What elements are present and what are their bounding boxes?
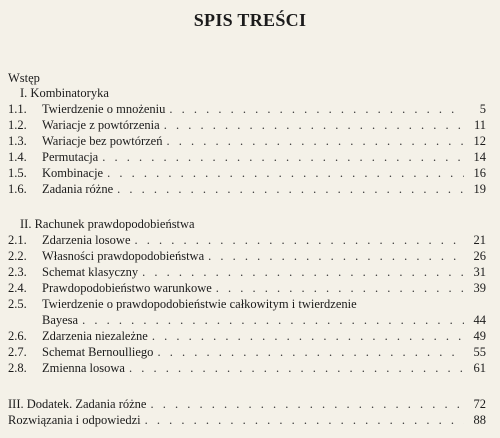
- answers-label: Rozwiązania i odpowiedzi: [8, 413, 141, 427]
- toc-entry: [8, 328, 486, 344]
- entry-page: 39: [473, 281, 486, 295]
- toc-entry: [8, 117, 486, 133]
- entry-label-continued: Bayesa: [42, 313, 79, 327]
- entry-page: 44: [473, 313, 486, 327]
- entry-page: 49: [473, 329, 486, 343]
- entry-label: Schemat klasyczny: [42, 265, 139, 279]
- entry-page: 16: [473, 166, 486, 180]
- entry-page: 61: [473, 361, 486, 375]
- entry-label: Kombinacje: [42, 166, 104, 180]
- toc-entry: [8, 133, 486, 149]
- entry-page: 26: [473, 249, 486, 263]
- toc-entry: [8, 344, 486, 360]
- toc-entry-wrapped-first: [8, 296, 486, 312]
- leader-dots: [145, 412, 464, 428]
- entry-label: Zadania różne: [42, 182, 114, 196]
- entry-label: Permutacja: [42, 150, 99, 164]
- entry-number: 1.1.: [8, 102, 27, 116]
- toc-answers: [8, 412, 486, 428]
- page-title: SPIS TREŚCI: [193, 10, 307, 30]
- section-heading-2: II. Rachunek prawdopodobieństwa: [20, 217, 195, 231]
- entry-number: 1.2.: [8, 118, 27, 132]
- leader-dots: [142, 264, 464, 280]
- entry-label: Zdarzenia niezależne: [42, 329, 148, 343]
- entry-number: 2.4.: [8, 281, 27, 295]
- entry-page: 88: [473, 413, 486, 427]
- entry-number: 2.3.: [8, 265, 27, 279]
- toc-entry: [8, 181, 486, 197]
- entry-label: Zdarzenia losowe: [42, 233, 131, 247]
- entry-page: 55: [473, 345, 486, 359]
- entry-page: 12: [473, 134, 486, 148]
- toc-entry: [8, 264, 486, 280]
- entry-page: 31: [473, 265, 486, 279]
- section-heading-1: I. Kombinatoryka: [20, 86, 109, 100]
- leader-dots: [208, 248, 464, 264]
- entry-label: Schemat Bernoulliego: [42, 345, 154, 359]
- entry-page: 72: [473, 397, 486, 411]
- toc-entry-wrapped-cont: [8, 312, 486, 328]
- entry-label: Twierdzenie o mnożeniu: [42, 102, 166, 116]
- entry-page: 11: [473, 118, 486, 132]
- entry-number: 2.2.: [8, 249, 27, 263]
- entry-number: 1.3.: [8, 134, 27, 148]
- entry-page: 5: [479, 102, 486, 116]
- toc-entry: [8, 232, 486, 248]
- leader-dots: [82, 312, 464, 328]
- leader-dots: [107, 165, 464, 181]
- leader-dots: [216, 280, 464, 296]
- entry-number: 2.1.: [8, 233, 27, 247]
- entry-label: Wariacje z powtórzenia: [42, 118, 160, 132]
- leader-dots: [169, 101, 464, 117]
- leader-dots: [102, 149, 464, 165]
- toc-entry: [8, 280, 486, 296]
- entry-number: 1.5.: [8, 166, 27, 180]
- entry-page: 19: [473, 182, 486, 196]
- entry-page: 14: [473, 150, 486, 164]
- entry-number: 1.4.: [8, 150, 27, 164]
- leader-dots: [117, 181, 464, 197]
- leader-dots: [150, 396, 464, 412]
- toc-appendix: [8, 396, 486, 412]
- entry-label: Zmienna losowa: [42, 361, 125, 375]
- leader-dots: [164, 117, 464, 133]
- entry-number: 2.7.: [8, 345, 27, 359]
- toc-entry: [8, 149, 486, 165]
- entry-label: Twierdzenie o prawdopodobieństwie całkowitym i twierdzenie: [42, 297, 357, 311]
- entry-label: Własności prawdopodobieństwa: [42, 249, 205, 263]
- toc-entry: [8, 101, 486, 117]
- entry-number: 2.8.: [8, 361, 27, 375]
- entry-number: 2.6.: [8, 329, 27, 343]
- entry-label: Prawdopodobieństwo warunkowe: [42, 281, 212, 295]
- leader-dots: [166, 133, 464, 149]
- toc-entry: [8, 360, 486, 376]
- entry-number: 2.5.: [8, 297, 27, 311]
- entry-label: Wariacje bez powtórzeń: [42, 134, 163, 148]
- leader-dots: [157, 344, 464, 360]
- entry-page: 21: [473, 233, 486, 247]
- leader-dots: [135, 232, 464, 248]
- appendix-label: III. Dodatek. Zadania różne: [8, 397, 147, 411]
- toc-entry: [8, 248, 486, 264]
- toc-entry: [8, 165, 486, 181]
- entry-number: 1.6.: [8, 182, 27, 196]
- toc-intro: Wstęp: [8, 71, 40, 85]
- leader-dots: [129, 360, 464, 376]
- leader-dots: [152, 328, 464, 344]
